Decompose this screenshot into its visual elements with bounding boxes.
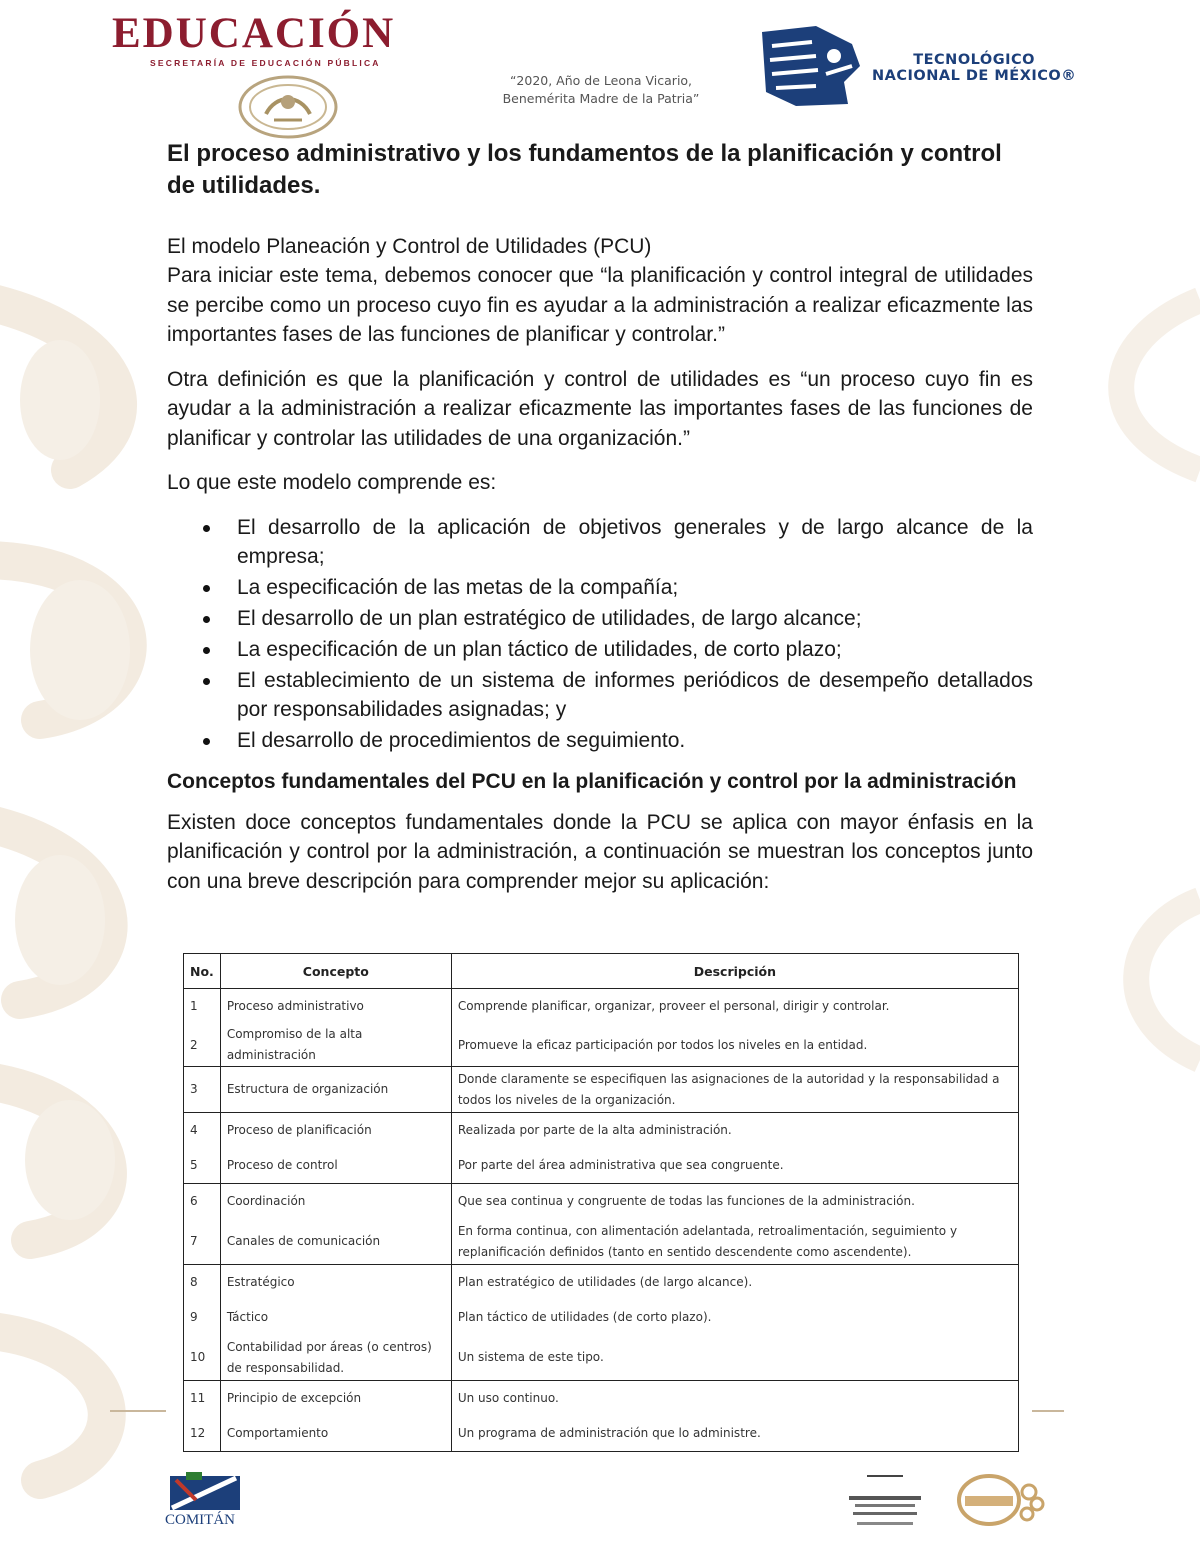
list-item-text: El establecimiento de un sistema de informes periódicos de desempeño detallados por responsabilidades asignadas; y xyxy=(237,668,1033,721)
cell-concepto: Compromiso de la alta administración xyxy=(220,1024,451,1067)
cell-descripcion: Plan estratégico de utilidades (de largo alcance). xyxy=(451,1265,1018,1301)
document-body xyxy=(167,138,1033,911)
table-row xyxy=(184,1219,1019,1265)
table-row xyxy=(184,1381,1019,1417)
cell-concepto: Principio de excepción xyxy=(220,1381,451,1417)
section-title: Conceptos fundamentales del PCU en la planificación y control por la administración xyxy=(167,769,1017,793)
table-row xyxy=(184,1184,1019,1220)
cell-descripcion: Comprende planificar, organizar, proveer el personal, dirigir y controlar. xyxy=(451,989,1018,1025)
tecnm-logo-icon xyxy=(756,22,862,108)
cell-concepto: Contabilidad por áreas (o centros) de responsabilidad. xyxy=(220,1335,451,1381)
cell-concepto: Comportamiento xyxy=(220,1416,451,1452)
cell-no: 11 xyxy=(184,1381,221,1417)
concepts-table-container xyxy=(183,953,1019,1452)
table-header-row xyxy=(184,954,1019,989)
header-no: No. xyxy=(184,954,221,989)
cell-descripcion: Por parte del área administrativa que sea congruente. xyxy=(451,1148,1018,1184)
cell-no: 3 xyxy=(184,1067,221,1113)
certification-seal-icon xyxy=(845,1470,925,1532)
comitan-label: COMITÁN xyxy=(165,1512,235,1528)
list-item xyxy=(167,635,1033,664)
table-row xyxy=(184,1148,1019,1184)
table-row xyxy=(184,1067,1019,1113)
document-title: El proceso administrativo y los fundamentos de la planificación y control de utilidades. xyxy=(167,140,1002,199)
motto-line-2: Benemérita Madre de la Patria” xyxy=(502,91,700,106)
list-item-text: El desarrollo de un plan estratégico de utilidades, de largo alcance; xyxy=(237,606,862,630)
quality-management-seal-icon xyxy=(955,1470,1047,1528)
cell-descripcion: Un uso continuo. xyxy=(451,1381,1018,1417)
list-item-text: La especificación de un plan táctico de utilidades, de corto plazo; xyxy=(237,637,842,661)
table-row xyxy=(184,1265,1019,1301)
concepts-table xyxy=(183,953,1019,1452)
cell-concepto: Proceso de planificación xyxy=(220,1113,451,1149)
motto-line-1: “2020, Año de Leona Vicario, xyxy=(509,73,693,88)
table-row xyxy=(184,1300,1019,1335)
sep-subtitle: SECRETARÍA DE EDUCACIÓN PÚBLICA xyxy=(150,58,381,68)
bullet-icon xyxy=(203,738,210,745)
list-item-text: El desarrollo de procedimientos de seguimiento. xyxy=(237,728,686,752)
bullet-list xyxy=(167,513,1033,755)
cell-descripcion: Realizada por parte de la alta administración. xyxy=(451,1113,1018,1149)
cell-concepto: Proceso administrativo xyxy=(220,989,451,1025)
tecnm-line-1: TECNOLÓGICO xyxy=(913,52,1035,68)
cell-descripcion: Que sea continua y congruente de todas las funciones de la administración. xyxy=(451,1184,1018,1220)
list-item-text: La especificación de las metas de la compañía; xyxy=(237,575,679,599)
bullet-icon xyxy=(203,616,210,623)
cell-no: 2 xyxy=(184,1024,221,1067)
footer-divider-right xyxy=(1032,1410,1064,1412)
paragraph-1: Para iniciar este tema, debemos conocer que “la planificación y control integral de utilidades se percibe como un proceso cuyo fin es ayudar a la administración a realizar eficazmente las importantes fases de las funciones de planificar y controlar.” xyxy=(167,264,1033,346)
tecnm-line-2: NACIONAL DE MÉXICO® xyxy=(872,68,1077,84)
cell-descripcion: Plan táctico de utilidades (de corto plazo). xyxy=(451,1300,1018,1335)
cell-descripcion: Donde claramente se especifiquen las asignaciones de la autoridad y la responsabilidad a todos los niveles de la organización. xyxy=(451,1067,1018,1113)
paragraph-4: Existen doce conceptos fundamentales donde la PCU se aplica con mayor énfasis en la planificación y control por la administración, a continuación se muestran los conceptos junto con una breve descripción para comprender mejor su aplicación: xyxy=(167,810,1033,893)
document-subtitle: El modelo Planeación y Control de Utilidades (PCU) xyxy=(167,235,652,258)
cell-concepto: Táctico xyxy=(220,1300,451,1335)
cell-no: 5 xyxy=(184,1148,221,1184)
table-row xyxy=(184,1335,1019,1381)
paragraph-2: Otra definición es que la planificación y control de utilidades es “un proceso cuyo fin es ayudar a la administración a realizar eficazmente las importantes fases de las funciones de planificar y controlar las utilidades de una organización.” xyxy=(167,367,1033,450)
list-item-text: El desarrollo de la aplicación de objetivos generales y de largo alcance de la empresa; xyxy=(237,515,1033,568)
cell-concepto: Coordinación xyxy=(220,1184,451,1220)
cell-concepto: Estructura de organización xyxy=(220,1067,451,1113)
table-row xyxy=(184,1113,1019,1149)
cell-no: 7 xyxy=(184,1219,221,1265)
cell-no: 1 xyxy=(184,989,221,1025)
table-row xyxy=(184,1024,1019,1067)
cell-no: 6 xyxy=(184,1184,221,1220)
cell-no: 8 xyxy=(184,1265,221,1301)
bullet-icon xyxy=(203,585,210,592)
list-item xyxy=(167,666,1033,724)
header-concepto: Concepto xyxy=(220,954,451,989)
footer-divider-left xyxy=(110,1410,166,1412)
cell-no: 12 xyxy=(184,1416,221,1452)
table-row xyxy=(184,989,1019,1025)
cell-descripcion: En forma continua, con alimentación adelantada, retroalimentación, seguimiento y replanificación definidos (tanto en sentido descendente como ascendente). xyxy=(451,1219,1018,1265)
table-row xyxy=(184,1416,1019,1452)
header-descripcion: Descripción xyxy=(451,954,1018,989)
list-item xyxy=(167,513,1033,571)
cell-no: 4 xyxy=(184,1113,221,1149)
educacion-logo-text: EDUCACIÓN xyxy=(112,10,396,57)
cell-no: 10 xyxy=(184,1335,221,1381)
tecnm-name xyxy=(872,52,1076,84)
national-seal-icon xyxy=(236,74,340,140)
cell-descripcion: Un sistema de este tipo. xyxy=(451,1335,1018,1381)
cell-descripcion: Promueve la eficaz participación por todos los niveles en la entidad. xyxy=(451,1024,1018,1067)
list-item xyxy=(167,604,1033,633)
cell-concepto: Canales de comunicación xyxy=(220,1219,451,1265)
bullet-icon xyxy=(203,647,210,654)
cell-no: 9 xyxy=(184,1300,221,1335)
cell-descripcion: Un programa de administración que lo administre. xyxy=(451,1416,1018,1452)
paragraph-3: Lo que este modelo comprende es: xyxy=(167,471,497,494)
bullet-icon xyxy=(203,525,210,532)
bullet-icon xyxy=(203,678,210,685)
list-item xyxy=(167,573,1033,602)
cell-concepto: Proceso de control xyxy=(220,1148,451,1184)
motto xyxy=(470,72,732,108)
list-item xyxy=(167,726,1033,755)
cell-concepto: Estratégico xyxy=(220,1265,451,1301)
